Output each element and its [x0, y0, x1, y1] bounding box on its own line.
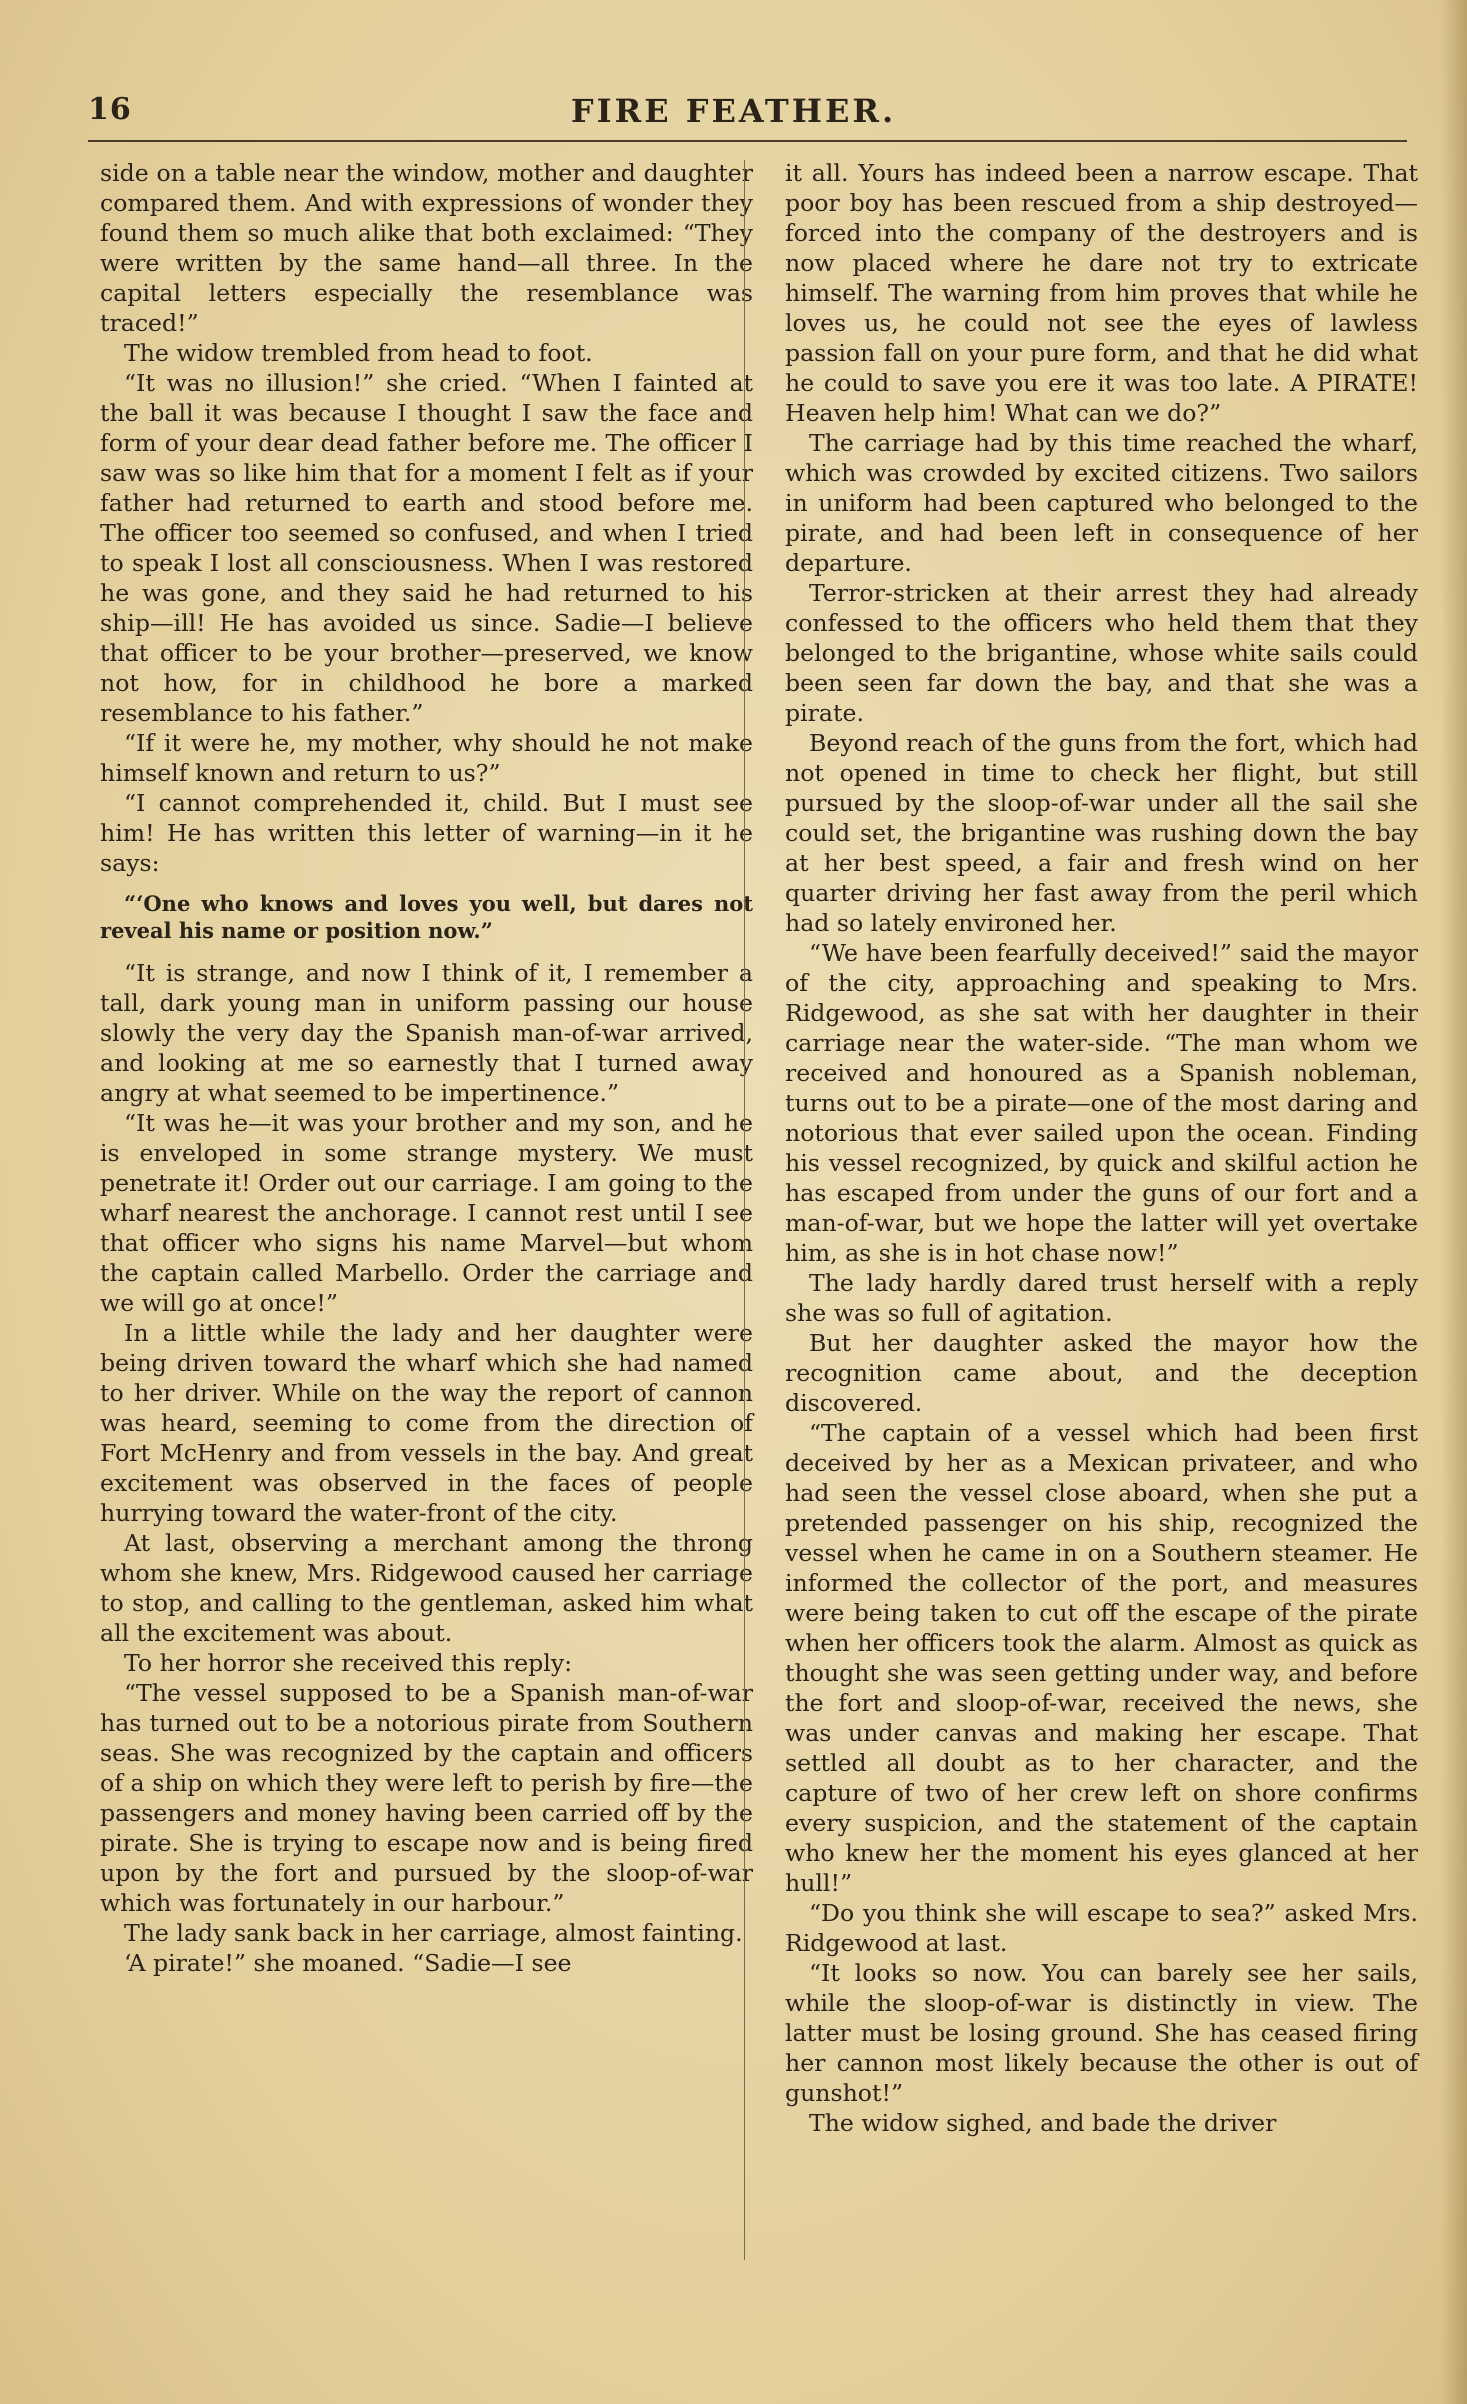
paragraph: side on a table near the window, mother and daughter compared them. And with expressions of wonder they found them so much alike that both exclaimed: “They were written by the same hand—all three. In the capital letters especially the resemblance was traced!”	[100, 159, 753, 337]
paragraph: At last, observing a merchant among the throng whom she knew, Mrs. Ridgewood caused her carriage to stop, and calling to the gentleman, asked him what all the excitement was about.	[100, 1529, 753, 1647]
paragraph: “It was no illusion!” she cried. “When I fainted at the ball it was because I thought I saw the face and form of your dear dead father before me. The officer I saw was so like him that for a moment I felt as if your father had returned to earth and stood before me. The officer too seemed so confused, and when I tried to speak I lost all consciousness. When I was restored he was gone, and they said he had returned to his ship—ill! He has avoided us since. Sadie—I believe that officer to be your brother—preserved, we know not how, for in childhood he bore a marked resemblance to his father.”	[100, 369, 753, 727]
paragraph: “If it were he, my mother, why should he not make himself known and return to us?”	[100, 729, 753, 787]
paragraph: “I cannot comprehended it, child. But I must see him! He has written this letter of warning—in it he says:	[100, 789, 753, 877]
paragraph: “We have been fearfully deceived!” said the mayor of the city, approaching and speaking to Mrs. Ridgewood, as she sat with her daughter in their carriage near the water-side. “The man whom we received and honoured as a Spanish nobleman, turns out to be a pirate—one of the most daring and notorious that ever sailed upon the ocean. Finding his vessel recognized, by quick and skilful action he has escaped from under the guns of our fort and a man-of-war, but we hope the latter will yet overtake him, as she is in hot chase now!”	[785, 939, 1418, 1267]
paragraph: “The vessel supposed to be a Spanish man-of-war has turned out to be a notorious pirate from Southern seas. She was recognized by the captain and officers of a ship on which they were left to perish by fire—the passengers and money having been carried off by the pirate. She is trying to escape now and is being fired upon by the fort and pursued by the sloop-of-war which was fortunately in our harbour.”	[100, 1679, 753, 1917]
paragraph: “It is strange, and now I think of it, I remember a tall, dark young man in uniform passing our house slowly the very day the Spanish man-of-war arrived, and looking at me so earnestly that I turned away angry at what seemed to be impertinence.”	[100, 959, 753, 1107]
paragraph: “The captain of a vessel which had been first deceived by her as a Mexican privateer, and who had seen the vessel close aboard, when she put a pretended passenger on his ship, recognized the vessel when he came in on a Southern steamer. He informed the collector of the port, and measures were being taken to cut off the escape of the pirate when her officers took the alarm. Almost as quick as thought she was seen getting under way, and before the fort and sloop-of-war, received the news, she was under canvas and making her escape. That settled all doubt as to her character, and the capture of two of her crew left on shore confirms every suspicion, and the statement of the captain who knew her the moment his eyes glanced at her hull!”	[785, 1419, 1418, 1897]
page-edge-shadow	[1441, 0, 1467, 2404]
paragraph: Beyond reach of the guns from the fort, which had not opened in time to check her flight, but still pursued by the sloop-of-war under all the sail she could set, the brigantine was rushing down the bay at her best speed, a fair and fresh wind on her quarter driving her fast away from the peril which had so lately environed her.	[785, 729, 1418, 937]
left-column	[100, 158, 753, 1978]
paragraph: ‘A pirate!” she moaned. “Sadie—I see	[124, 1949, 572, 1977]
running-title: FIRE FEATHER.	[570, 92, 897, 130]
paragraph: The lady hardly dared trust herself with a reply she was so full of agitation.	[785, 1269, 1418, 1327]
quoted-letter: “‘One who knows and loves you well, but dares not reveal his name or position now.”	[100, 891, 753, 943]
page-number: 16	[88, 92, 132, 127]
paragraph: The lady sank back in her carriage, almost fainting.	[124, 1919, 743, 1947]
header-rule	[88, 140, 1407, 142]
paragraph: Terror-stricken at their arrest they had already confessed to the officers who held them that they belonged to the brigantine, whose white sails could been seen far down the bay, and that she was a pirate.	[785, 579, 1418, 727]
paragraph: In a little while the lady and her daughter were being driven toward the wharf which she had named to her driver. While on the way the report of cannon was heard, seeming to come from the direction of Fort McHenry and from vessels in the bay. And great excitement was observed in the faces of people hurrying toward the water-front of the city.	[100, 1319, 753, 1527]
paragraph: The carriage had by this time reached the wharf, which was crowded by excited citizens. Two sailors in uniform had been captured who belonged to the pirate, and had been left in consequence of her departure.	[785, 429, 1418, 577]
right-column	[785, 158, 1418, 2138]
paragraph: The widow sighed, and bade the driver	[809, 2109, 1277, 2137]
column-divider	[744, 160, 745, 2260]
paragraph: The widow trembled from head to foot.	[124, 339, 593, 367]
paragraph: But her daughter asked the mayor how the recognition came about, and the deception discovered.	[785, 1329, 1418, 1417]
paragraph: “Do you think she will escape to sea?” asked Mrs. Ridgewood at last.	[785, 1899, 1418, 1957]
paragraph: “It looks so now. You can barely see her sails, while the sloop-of-war is distinctly in view. The latter must be losing ground. She has ceased firing her cannon most likely because the other is out of gunshot!”	[785, 1959, 1418, 2107]
paragraph: To her horror she received this reply:	[124, 1649, 573, 1677]
paragraph: it all. Yours has indeed been a narrow escape. That poor boy has been rescued from a ship destroyed—forced into the company of the destroyers and is now placed where he dare not try to extricate himself. The warning from him proves that while he loves us, he could not see the eyes of lawless passion fall on your pure form, and that he did what he could to save you ere it was too late. A PIRATE! Heaven help him! What can we do?”	[785, 159, 1418, 427]
paragraph: “It was he—it was your brother and my son, and he is enveloped in some strange mystery. We must penetrate it! Order out our carriage. I am going to the wharf nearest the anchorage. I cannot rest until I see that officer who signs his name Marvel—but whom the captain called Marbello. Order the carriage and we will go at once!”	[100, 1109, 753, 1317]
